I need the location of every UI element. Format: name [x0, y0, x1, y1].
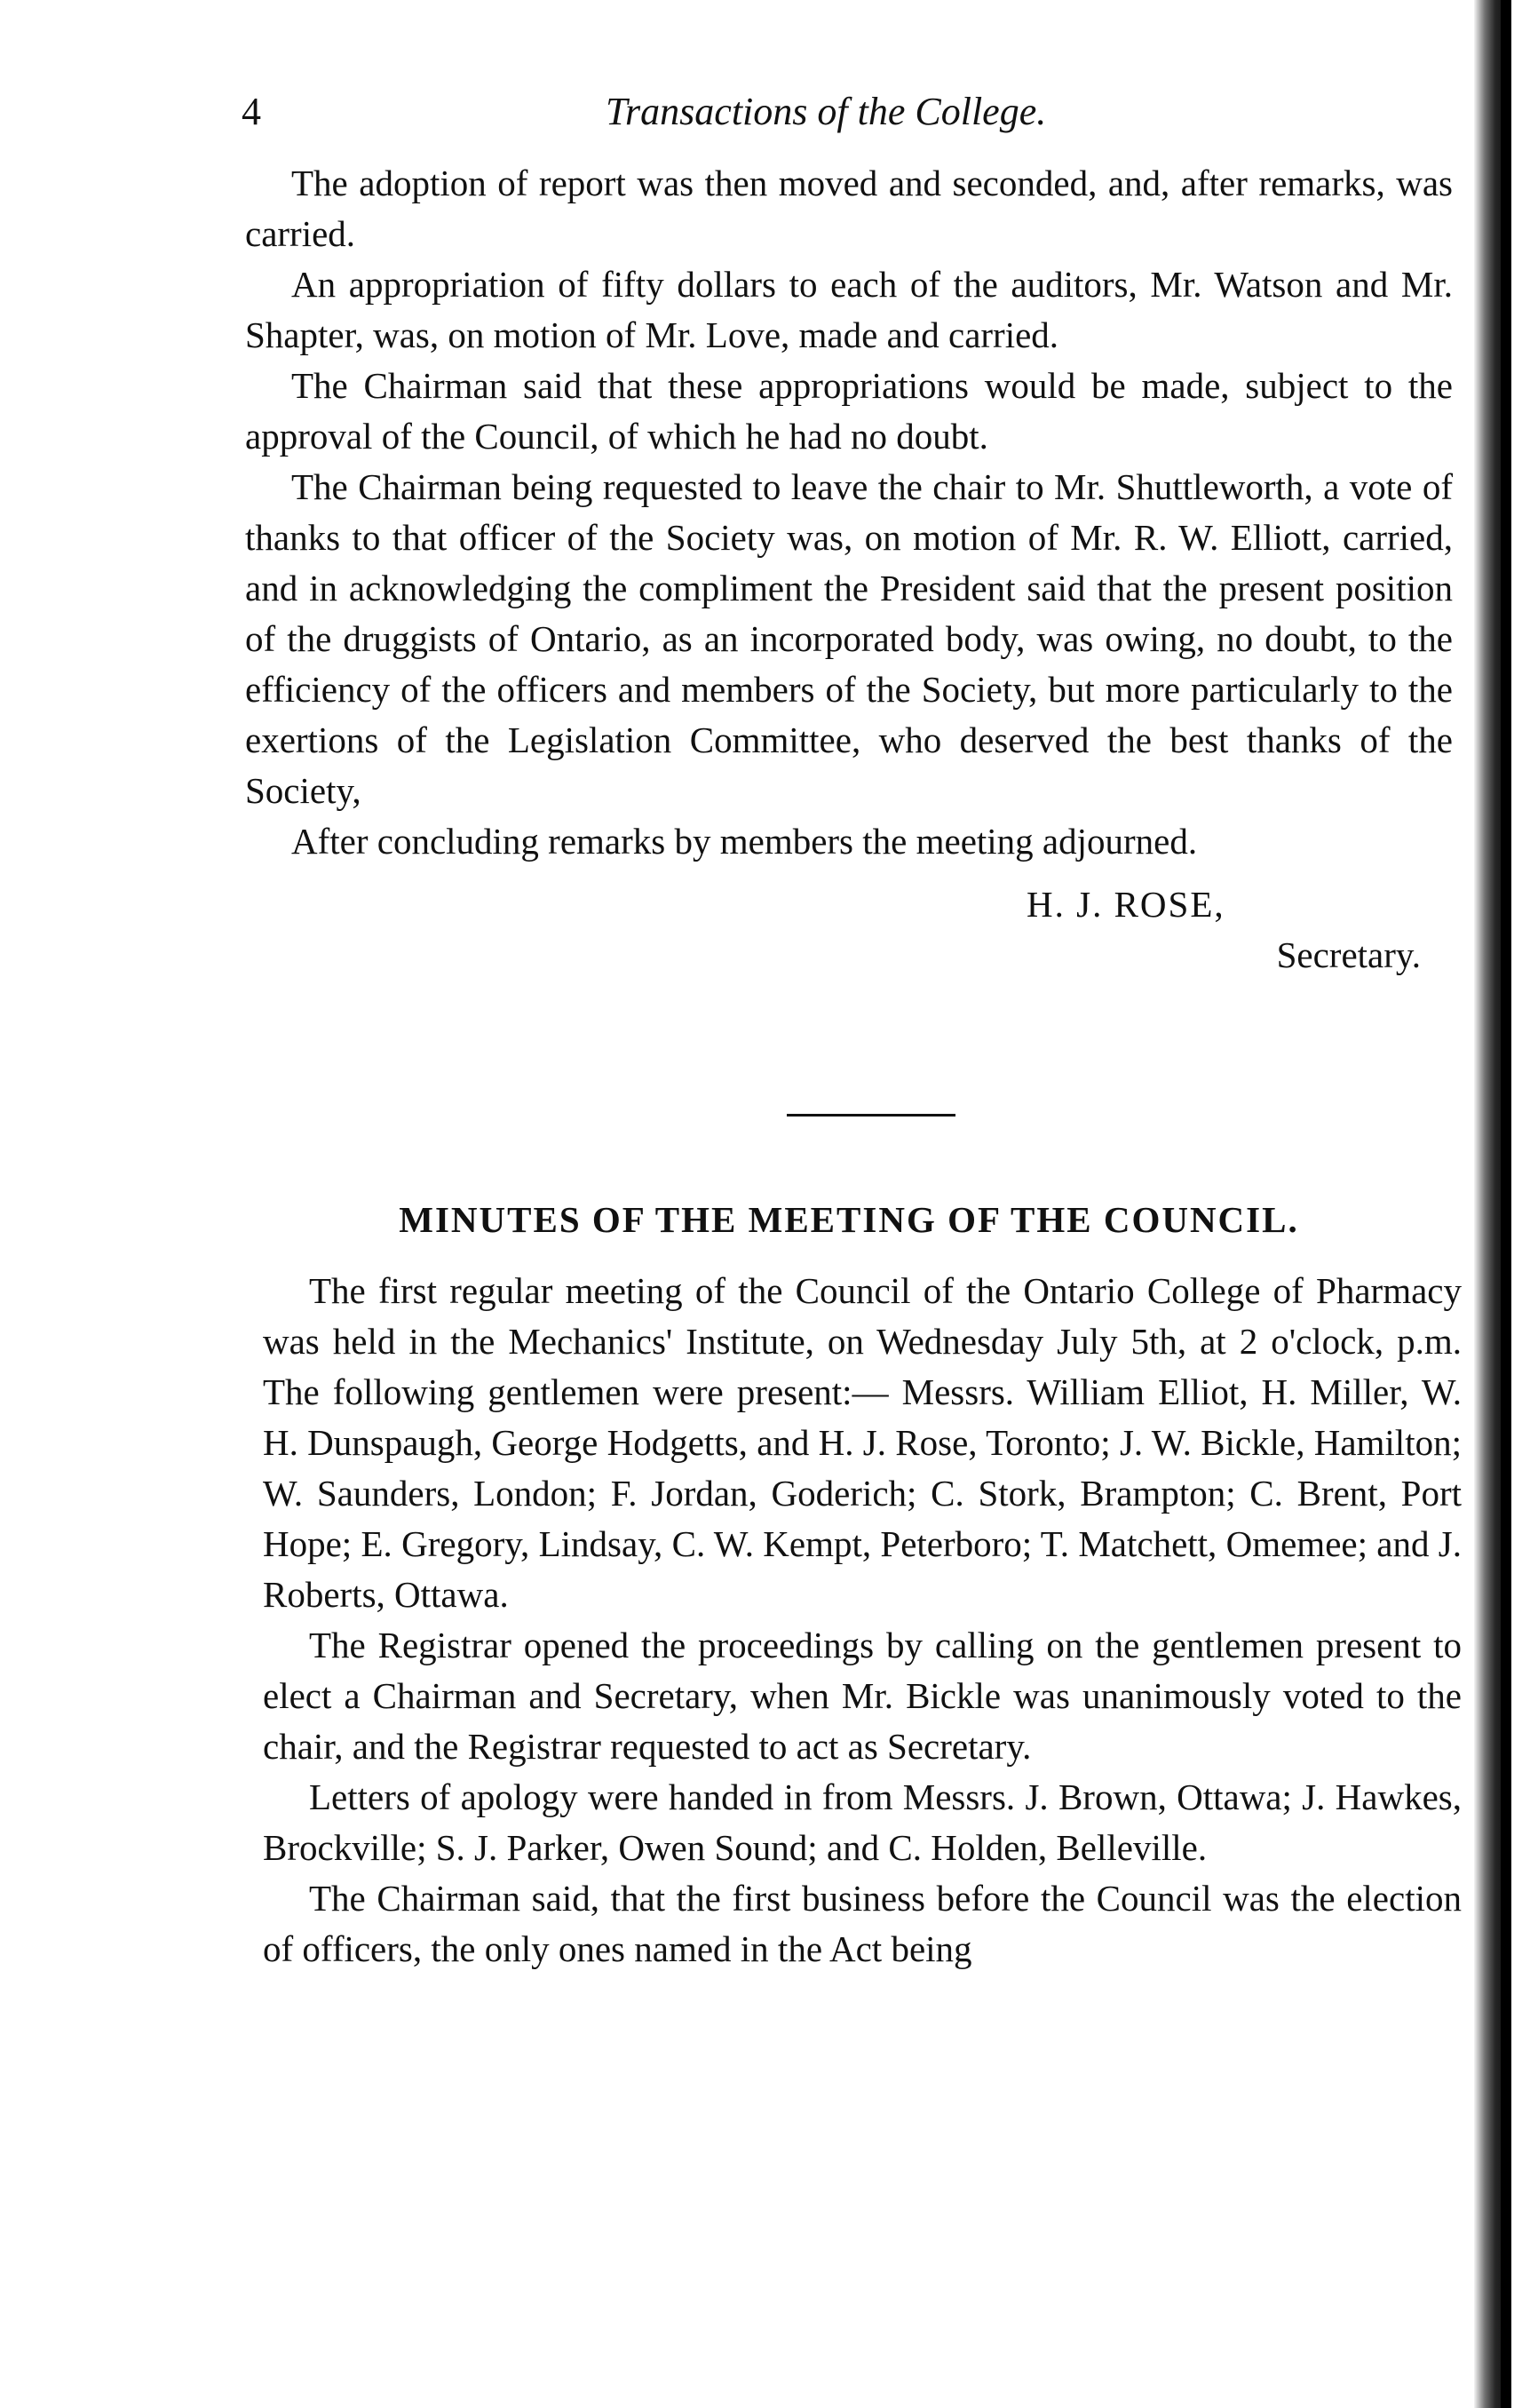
page-number: 4: [242, 90, 261, 133]
section-heading: MINUTES OF THE MEETING OF THE COUNCIL.: [399, 1199, 1299, 1240]
section-divider: [787, 1114, 955, 1117]
body-paragraph: The Chairman being requested to leave the chair to Mr. Shuttleworth, a vote of thanks to that officer of the Society was, on motion of Mr. R. W. Elliott, carried, and in acknowledging the compliment the President said that the present position of the druggists of Ontario, as an incorporated body, was owing, no doubt, to the efficiency of the officers and members of the Society, but more particularly to the exertions of the Legislation Committee, who deserved the best thanks of the Society,: [245, 466, 1453, 811]
body-paragraph: The Chairman said that these appropriations would be made, subject to the approval of the Council, of which he had no doubt.: [245, 365, 1453, 457]
council-minutes-body: [263, 1266, 1462, 1975]
body-paragraph: An appropriation of fifty dollars to each of the auditors, Mr. Watson and Mr. Shapter, was, on motion of Mr. Love, made and carried.: [245, 264, 1453, 355]
signature-title: Secretary.: [1276, 934, 1421, 975]
signature-name: H. J. ROSE,: [1027, 884, 1225, 925]
body-paragraph: The adoption of report was then moved and seconded, and, after remarks, was carried.: [245, 163, 1453, 254]
report-minutes-body: [245, 158, 1453, 981]
body-paragraph: After concluding remarks by members the meeting adjourned.: [291, 821, 1198, 862]
body-paragraph: The Chairman said, that the first business before the Council was the election of officers, the only ones named in the Act being: [263, 1878, 1462, 1969]
page-binding-edge: [1501, 0, 1511, 2408]
running-title: Transactions of the College.: [606, 90, 1047, 133]
body-paragraph: The Registrar opened the proceedings by calling on the gentlemen present to elect a Chairman and Secretary, when Mr. Bickle was unanimously voted to the chair, and the Registrar requested to act as Secretary.: [263, 1625, 1462, 1767]
body-paragraph: Letters of apology were handed in from Messrs. J. Brown, Ottawa; J. Hawkes, Brockville; S. J. Parker, Owen Sound; and C. Holden, Belleville.: [263, 1776, 1462, 1868]
body-paragraph: The first regular meeting of the Council of the Ontario College of Pharmacy was held in the Mechanics' Institute, on Wednesday July 5th, at 2 o'clock, p.m. The following gentlemen were present:— Messrs. William Elliot, H. Miller, W. H. Dunspaugh, George Hodgetts, and H. J. Rose, Toronto; J. W. Bickle, Hamilton; W. Saunders, London; F. Jordan, Goderich; C. Stork, Brampton; C. Brent, Port Hope; E. Gregory, Lindsay, C. W. Kempt, Peterboro; T. Matchett, Omemee; and J. Roberts, Ottawa.: [263, 1270, 1462, 1615]
